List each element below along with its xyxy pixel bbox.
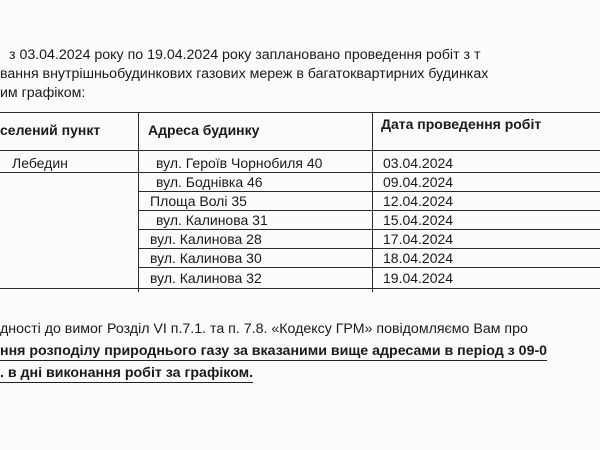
footer-line-3-text: . в дні виконання робіт за графіком. — [0, 365, 254, 381]
row-border — [138, 210, 600, 211]
table-cell-date: 17.04.2024 — [383, 231, 454, 247]
table-cell-date: 18.04.2024 — [383, 250, 454, 266]
column-divider-1 — [138, 112, 139, 292]
table-cell-address: вул. Калинова 32 — [150, 270, 262, 286]
row-border — [138, 229, 600, 230]
row-border — [138, 248, 600, 249]
intro-line-3: им графіком: — [0, 85, 86, 101]
header-date: Дата проведення робіт — [381, 116, 542, 132]
intro-line-1: з 03.04.2024 року по 19.04.2024 року заплановано проведення робіт з т — [9, 47, 481, 63]
footer-line-3 — [0, 362, 600, 384]
intro-paragraph — [0, 46, 600, 103]
schedule-table — [0, 112, 600, 290]
table-cell-address: Площа Волі 35 — [150, 193, 247, 209]
footer-line-2 — [0, 340, 600, 362]
intro-line-2: вання внутрішньобудинкових газових мереж в багатоквартирних будинках — [0, 66, 489, 82]
header-settlement: селений пункт — [0, 122, 101, 138]
footer-paragraph — [0, 318, 600, 384]
row-border — [138, 267, 600, 268]
table-cell-date: 19.04.2024 — [383, 270, 454, 286]
table-bottom-border — [0, 288, 600, 289]
table-cell-date: 03.04.2024 — [383, 155, 454, 171]
table-cell-address: вул. Калинова 31 — [156, 212, 268, 228]
header-bottom-border — [0, 150, 600, 151]
table-cell-address: вул. Калинова 28 — [150, 231, 262, 247]
table-cell-address: вул. Калинова 30 — [150, 250, 262, 266]
footer-line-1: дності до вимог Розділ VI п.7.1. та п. 7.8. «Кодексу ГРМ» повідомляємо Вам про — [0, 321, 528, 337]
table-cell-address: вул. Боднівка 46 — [156, 174, 263, 190]
row-border — [138, 191, 600, 192]
table-cell-address: вул. Героїв Чорнобиля 40 — [156, 155, 323, 171]
table-top-border — [0, 112, 600, 113]
table-cell-settlement: Лебедин — [12, 155, 68, 171]
header-address: Адреса будинку — [148, 122, 260, 138]
table-cell-date: 15.04.2024 — [383, 212, 454, 228]
table-cell-date: 09.04.2024 — [383, 174, 454, 190]
row-border — [0, 172, 600, 173]
footer-line-2-text: ння розподілу природнього газу за вказаними вище адресами в період з 09-0 — [0, 343, 548, 359]
column-divider-2 — [372, 112, 373, 292]
table-cell-date: 12.04.2024 — [383, 193, 454, 209]
